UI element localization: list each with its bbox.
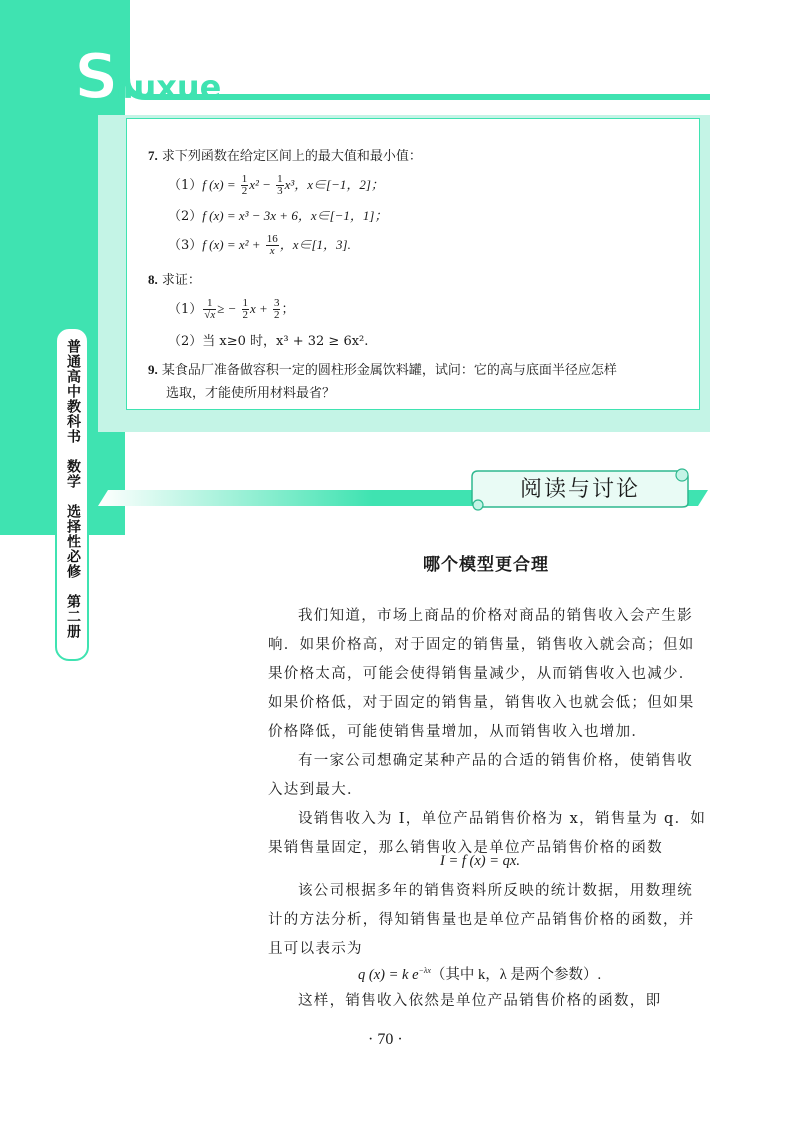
- equation-1: I = f (x) = qx.: [440, 853, 520, 869]
- exercise-7: 7. 求下列函数在给定区间上的最大值和最小值：: [148, 148, 422, 164]
- exercise-9-cont: 选取，才能使所用材料最省？: [166, 386, 336, 401]
- exercise-7-1: （1）f (x) = $\frac{1}{2}$ x² − $\frac{1}{3}$ x³，x∈[−1，2]；: [168, 173, 384, 197]
- exercise-9: 9. 某食品厂准备做容积一定的圆柱形金属饮料罐，试问：它的高与底面半径应怎样: [148, 362, 617, 378]
- book-title-vertical: 普通高中教科书 数学 选择性必修 第二册: [65, 339, 81, 639]
- article-title: 哪个模型更合理: [423, 555, 549, 575]
- shuxue-logo: Shuxue: [74, 40, 222, 113]
- exercise-8-1: （1） $\frac{1}{√x}$ ≥ − $\frac{1}{2}$ x + $\frac{3}{2}$ ；: [168, 297, 295, 321]
- exercise-7-3: （3）f (x) = x² + $\frac{16}{x}$ ，x∈[1，3].: [168, 233, 351, 257]
- exercise-8-2: （2）当 x≥0 时，x³ + 32 ≥ 6x².: [168, 334, 369, 349]
- paragraph-3: 设销售收入为 I，单位产品销售价格为 x，销售量为 q．如果销售量固定，那么销售收入是单位产品销售价格的函数: [268, 811, 707, 856]
- paragraph-2: 有一家公司想确定某种产品的合适的销售价格，使销售收入达到最大．: [268, 753, 693, 798]
- equation-2: q (x) = k $e^{-\lambda x}$（其中 k，λ 是两个参数）.: [358, 966, 602, 983]
- paragraph-1: 我们知道，市场上商品的价格对商品的销售收入会产生影响．如果价格高，对于固定的销售量，销售收入就会高；但如果价格太高，可能会使得销售量减少，从而销售收入也减少．如果价格低，对于固定的销售量，销售收入也就会低；但如果价格降低，可能使销售量增加，从而销售收入也增加．: [268, 608, 695, 740]
- exercise-7-2: （2）f (x) = x³ − 3x + 6，x∈[−1，1]；: [168, 208, 388, 224]
- reading-discussion-label: 阅读与讨论: [519, 477, 640, 502]
- paragraph-4: 该公司根据多年的销售资料所反映的统计数据，用数理统计的方法分析，得知销售量也是单位产品销售价格的函数，并且可以表示为: [268, 883, 695, 957]
- paragraph-5: 这样，销售收入依然是单位产品销售价格的函数，即: [298, 993, 662, 1009]
- exercise-8: 8. 求证：: [148, 272, 201, 288]
- page-number: · 70 ·: [368, 1031, 403, 1048]
